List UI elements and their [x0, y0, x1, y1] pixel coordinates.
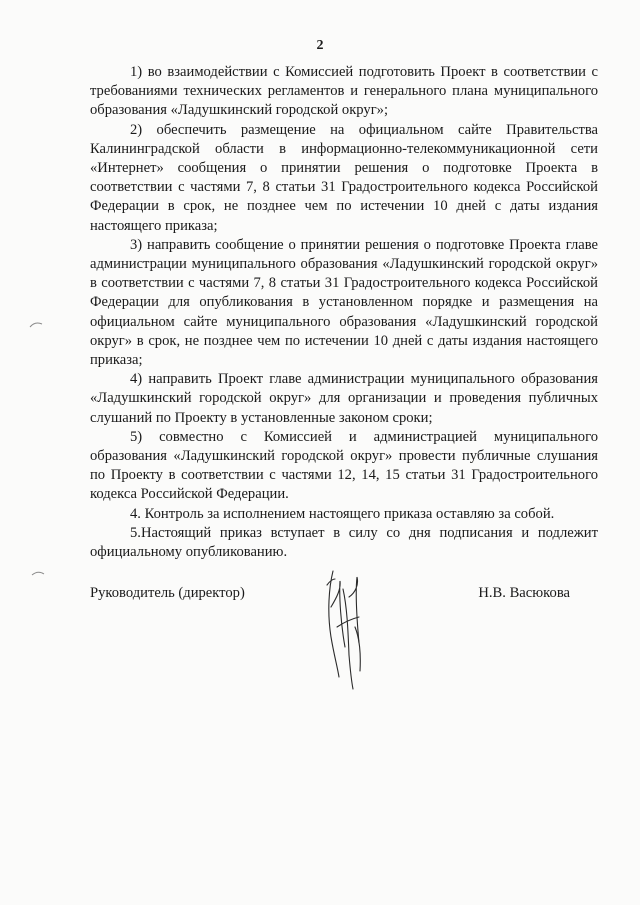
page-number: 2	[316, 38, 324, 53]
body-paragraph: 4) направить Проект главе администрации муниципального образования «Ладушкинский городской округ» для организации и проведения публичных слушаний по Проекту в установленные законом сроки;	[90, 371, 598, 426]
document-body	[90, 63, 598, 562]
body-paragraph: 3) направить сообщение о принятии решения о подготовке Проекта главе администрации муниципального образования «Ладушкинский городской округ» в соответствии с частями 7, 8 статьи 31 Градостроительного кодекса Российской Федерации для опубликования в установленном порядке и размещения на официальном сайте муниципального образования «Ладушкинский городской округ» в срок, не позднее чем по истечении 10 дней с даты издания настоящего приказа;	[90, 236, 598, 369]
signatory-name: Н.В. Васюкова	[478, 585, 570, 601]
body-paragraph: 4. Контроль за исполнением настоящего приказа оставляю за собой.	[130, 505, 555, 522]
body-paragraph: 5) совместно с Комиссией и администрацией муниципального образования «Ладушкинский городской округ» провести публичные слушания по Проекту в соответствии с частями 12, 14, 15 статьи 31 Градостроительного кодекса Российской Федерации.	[90, 428, 598, 503]
signatory-title: Руководитель (директор)	[90, 585, 245, 601]
scan-artifact-mark	[30, 567, 46, 579]
handwritten-signature-icon	[315, 567, 375, 697]
body-paragraph: 1) во взаимодействии с Комиссией подготовить Проект в соответствии с требованиями технических регламентов и генерального плана муниципального образования «Ладушкинский городской округ»;	[90, 64, 598, 119]
scan-artifact-mark	[28, 318, 44, 330]
body-paragraph: 2) обеспечить размещение на официальном сайте Правительства Калининградской области в информационно-телекоммуникационной сети «Интернет» сообщения о принятии решения о подготовке Проекта в соответствии с частями 7, 8 статьи 31 Градостроительного кодекса Российской Федерации в срок, не позднее чем по истечении 10 дней с даты издания настоящего приказа;	[90, 121, 598, 234]
body-paragraph: 5.Настоящий приказ вступает в силу со дня подписания и подлежит официальному опубликованию.	[90, 524, 598, 561]
signature-block	[90, 585, 598, 735]
